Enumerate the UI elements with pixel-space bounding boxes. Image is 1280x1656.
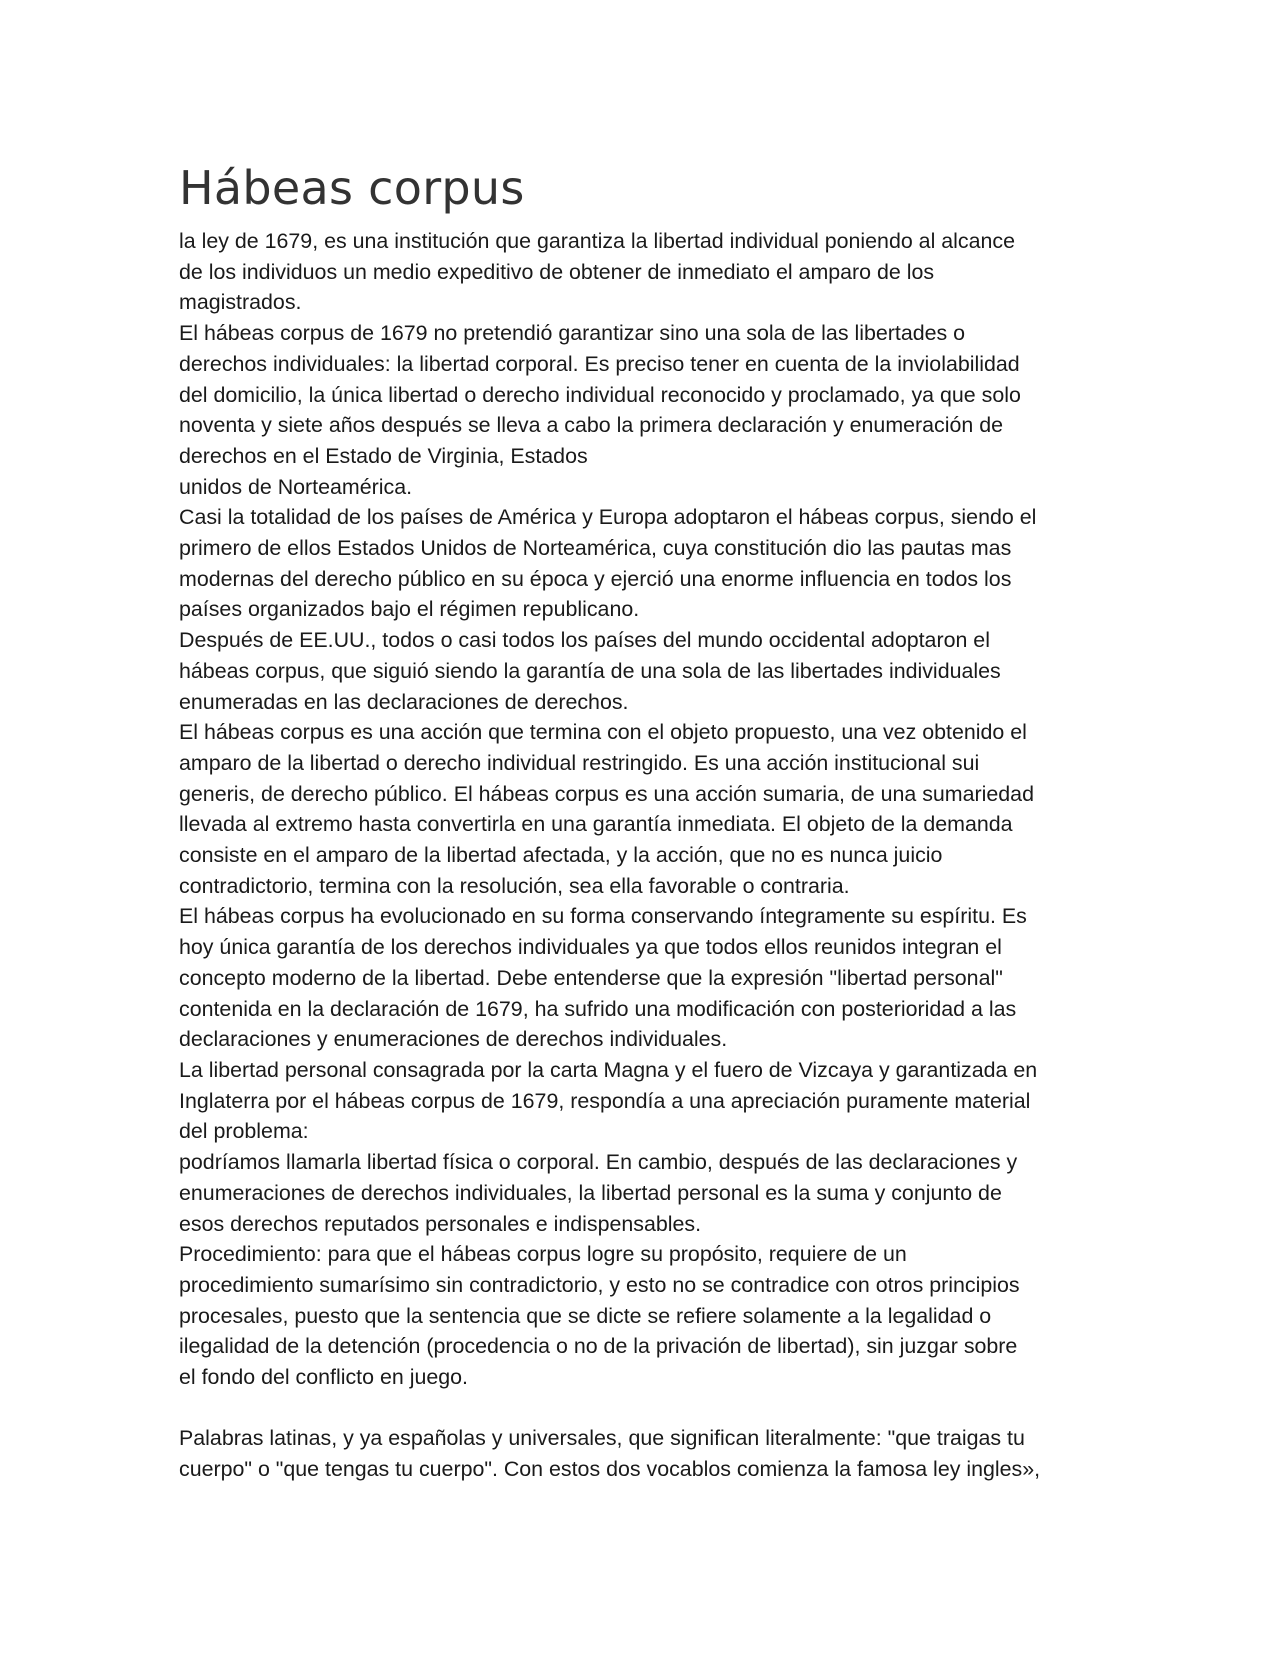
body-line: generis, de derecho público. El hábeas corpus es una acción sumaria, de una sumariedad — [179, 781, 1034, 806]
body-line: Palabras latinas, y ya españolas y universales, que significan literalmente: "que traigas tu — [179, 1426, 1025, 1451]
body-line: hoy única garantía de los derechos individuales ya que todos ellos reunidos integran el — [179, 935, 1002, 960]
document-page — [179, 158, 1099, 1485]
document-title: Hábeas corpus — [179, 161, 525, 215]
body-line: del domicilio, la única libertad o derecho individual reconocido y proclamado, ya que solo — [179, 382, 1021, 407]
body-line: contenida en la declaración de 1679, ha sufrido una modificación con posterioridad a las — [179, 996, 1017, 1021]
body-line: primero de ellos Estados Unidos de Norteamérica, cuya constitución dio las pautas mas — [179, 536, 1012, 561]
body-line: consiste en el amparo de la libertad afectada, y la acción, que no es nunca juicio — [179, 843, 943, 868]
body-line: magistrados. — [179, 290, 302, 315]
body-line: ilegalidad de la detención (procedencia o no de la privación de libertad), sin juzgar sobre — [179, 1334, 1018, 1359]
body-line: El hábeas corpus es una acción que termina con el objeto propuesto, una vez obtenido el — [179, 720, 1027, 745]
body-line: podríamos llamarla libertad física o corporal. En cambio, después de las declaraciones y — [179, 1150, 1018, 1175]
body-line: Casi la totalidad de los países de América y Europa adoptaron el hábeas corpus, siendo el — [179, 505, 1037, 530]
blank-line — [179, 1393, 1099, 1424]
body-line: declaraciones y enumeraciones de derechos individuales. — [179, 1027, 728, 1052]
document-body — [179, 226, 1099, 1485]
body-line: amparo de la libertad o derecho individual restringido. Es una acción institucional sui — [179, 750, 980, 775]
body-line: Inglaterra por el hábeas corpus de 1679, respondía a una apreciación puramente material — [179, 1088, 1031, 1113]
body-line: el fondo del conflicto en juego. — [179, 1365, 468, 1390]
body-line: contradictorio, termina con la resolución, sea ella favorable o contraria. — [179, 873, 850, 898]
body-line: cuerpo" o "que tengas tu cuerpo". Con estos dos vocablos comienza la famosa ley ingles», — [179, 1457, 1041, 1482]
body-line: concepto moderno de la libertad. Debe entenderse que la expresión "libertad personal" — [179, 965, 1003, 990]
body-line: llevada al extremo hasta convertirla en una garantía inmediata. El objeto de la demanda — [179, 812, 1013, 837]
body-line: la ley de 1679, es una institución que garantiza la libertad individual poniendo al alcance — [179, 229, 1016, 253]
body-line: derechos en el Estado de Virginia, Estados — [179, 443, 588, 468]
body-line: esos derechos reputados personales e indispensables. — [179, 1211, 702, 1236]
body-line: del problema: — [179, 1119, 309, 1144]
body-line: enumeradas en las declaraciones de derechos. — [179, 689, 629, 714]
body-line: noventa y siete años después se lleva a cabo la primera declaración y enumeración de — [179, 413, 1004, 438]
body-line: procesales, puesto que la sentencia que se dicte se refiere solamente a la legalidad o — [179, 1303, 992, 1328]
body-line: derechos individuales: la libertad corporal. Es preciso tener en cuenta de la inviolabilidad — [179, 351, 1020, 376]
body-line: La libertad personal consagrada por la carta Magna y el fuero de Vizcaya y garantizada en — [179, 1057, 1038, 1082]
body-line: El hábeas corpus de 1679 no pretendió garantizar sino una sola de las libertades o — [179, 321, 966, 346]
body-line: hábeas corpus, que siguió siendo la garantía de una sola de las libertades individuales — [179, 658, 1001, 683]
body-line: de los individuos un medio expeditivo de obtener de inmediato el amparo de los — [179, 259, 935, 284]
body-line: países organizados bajo el régimen republicano. — [179, 597, 640, 622]
body-line: unidos de Norteamérica. — [179, 474, 413, 499]
body-line: modernas del derecho público en su época y ejerció una enorme influencia en todos los — [179, 566, 1012, 591]
body-line: El hábeas corpus ha evolucionado en su forma conservando íntegramente su espíritu. Es — [179, 904, 1027, 929]
body-line: enumeraciones de derechos individuales, la libertad personal es la suma y conjunto de — [179, 1180, 1002, 1205]
body-line: Procedimiento: para que el hábeas corpus logre su propósito, requiere de un — [179, 1242, 907, 1267]
body-line: procedimiento sumarísimo sin contradictorio, y esto no se contradice con otros principios — [179, 1272, 1020, 1297]
body-line: Después de EE.UU., todos o casi todos los países del mundo occidental adoptaron el — [179, 628, 990, 653]
